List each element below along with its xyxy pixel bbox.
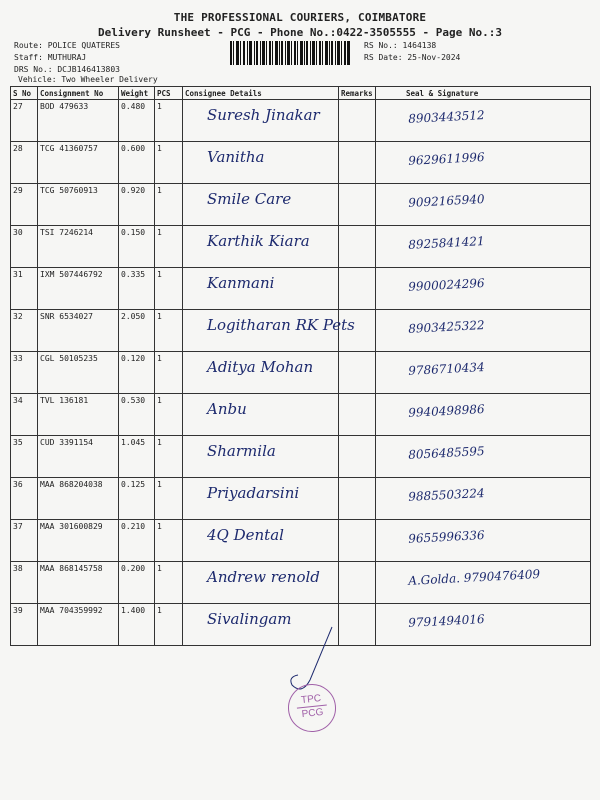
signature-handwriting: 9900024296 [407,275,485,294]
row-signature [376,184,591,226]
row-sno: 38 [11,562,38,604]
rs-number: RS No.: 1464138 [364,41,437,50]
row-remarks [339,478,376,520]
row-consignment: MAA 868145758 [38,562,119,604]
row-sno: 39 [11,604,38,646]
row-consignment: TVL 136181 [38,394,119,436]
row-weight: 0.200 [119,562,155,604]
row-signature [376,478,591,520]
row-pcs: 1 [155,268,183,310]
row-consignment: BOD 479633 [38,100,119,142]
row-sno: 31 [11,268,38,310]
stamp-bottom-text: PCG [301,706,324,721]
row-remarks [339,352,376,394]
signature-handwriting: 9885503224 [407,485,485,504]
row-sno: 32 [11,310,38,352]
staff-label: Staff: MUTHURAJ [14,53,87,62]
row-pcs: 1 [155,310,183,352]
consignee-handwriting: Aditya Mohan [207,358,314,376]
table-row [11,352,591,394]
consignee-handwriting: Suresh Jinakar [207,106,320,124]
col-pcs: PCS [155,87,183,100]
col-consignee: Consignee Details [183,87,339,100]
table-header-row [11,87,591,100]
table-row [11,436,591,478]
row-remarks [339,142,376,184]
row-weight: 0.920 [119,184,155,226]
runsheet-table [10,86,591,646]
row-pcs: 1 [155,226,183,268]
row-weight: 0.335 [119,268,155,310]
row-weight: 0.480 [119,100,155,142]
consignee-handwriting: Kanmani [207,274,275,292]
row-weight: 0.210 [119,520,155,562]
row-sno: 36 [11,478,38,520]
vehicle-label: Vehicle: Two Wheeler Delivery [18,75,158,84]
signature-handwriting: 9629611996 [407,149,485,168]
row-remarks [339,520,376,562]
col-weight: Weight [119,87,155,100]
row-pcs: 1 [155,604,183,646]
consignee-handwriting: 4Q Dental [207,526,284,544]
row-signature [376,352,591,394]
signature-handwriting: 8925841421 [407,233,485,252]
route-label: Route: POLICE QUATERES [14,41,120,50]
row-signature [376,436,591,478]
row-signature [376,520,591,562]
consignee-handwriting: Andrew renold [207,568,320,586]
rs-date: RS Date: 25-Nov-2024 [364,53,461,62]
row-consignee [183,142,339,184]
row-remarks [339,436,376,478]
company-title: THE PROFESSIONAL COURIERS, COIMBATORE [173,11,427,24]
row-consignee [183,562,339,604]
table-row [11,226,591,268]
drs-label: DRS No.: DCJB146413803 [14,65,120,74]
col-sno: S No [11,87,38,100]
row-signature [376,562,591,604]
row-weight: 0.150 [119,226,155,268]
row-consignment: IXM 507446792 [38,268,119,310]
row-weight: 1.400 [119,604,155,646]
row-pcs: 1 [155,184,183,226]
table-row [11,394,591,436]
row-signature [376,100,591,142]
row-remarks [339,394,376,436]
signature-handwriting: 8056485595 [407,443,485,462]
row-pcs: 1 [155,520,183,562]
row-pcs: 1 [155,478,183,520]
row-consignment: TCG 41360757 [38,142,119,184]
row-remarks [339,100,376,142]
row-sno: 33 [11,352,38,394]
row-signature [376,310,591,352]
row-consignment: TSI 7246214 [38,226,119,268]
barcode [230,41,350,65]
col-signature: Seal & Signature [376,87,591,100]
row-pcs: 1 [155,352,183,394]
row-remarks [339,604,376,646]
row-consignee [183,394,339,436]
signature-handwriting: 9791494016 [407,611,485,630]
row-consignment: MAA 301600829 [38,520,119,562]
row-weight: 0.120 [119,352,155,394]
table-row [11,268,591,310]
row-weight: 0.600 [119,142,155,184]
row-consignment: TCG 50760913 [38,184,119,226]
signature-handwriting: 9655996336 [407,527,485,546]
row-sno: 27 [11,100,38,142]
row-consignment: CGL 50105235 [38,352,119,394]
row-consignee [183,268,339,310]
row-pcs: 1 [155,142,183,184]
row-sno: 37 [11,520,38,562]
row-signature [376,394,591,436]
row-consignee [183,226,339,268]
table-row [11,184,591,226]
consignee-handwriting: Anbu [207,400,247,418]
signature-handwriting: 8903425322 [407,317,485,336]
table-row [11,520,591,562]
signature-handwriting: 8903443512 [407,107,485,126]
row-weight: 0.125 [119,478,155,520]
row-consignee [183,520,339,562]
table-row [11,100,591,142]
row-consignment: SNR 6534027 [38,310,119,352]
row-weight: 2.050 [119,310,155,352]
row-signature [376,142,591,184]
consignee-handwriting: Logitharan RK Pets [207,316,355,334]
row-remarks [339,226,376,268]
row-sno: 35 [11,436,38,478]
row-weight: 1.045 [119,436,155,478]
row-pcs: 1 [155,562,183,604]
row-pcs: 1 [155,436,183,478]
stamp-top-text: TPC [300,693,322,707]
row-consignee [183,100,339,142]
table-row [11,478,591,520]
row-signature [376,604,591,646]
table-row [11,142,591,184]
signature-handwriting: 9786710434 [407,359,485,378]
signature-handwriting: 9940498986 [407,401,485,420]
consignee-handwriting: Vanitha [207,148,265,166]
row-consignee [183,184,339,226]
row-remarks [339,268,376,310]
row-consignee [183,436,339,478]
row-consignment: MAA 704359992 [38,604,119,646]
runsheet-subtitle: Delivery Runsheet - PCG - Phone No.:0422-3505555 - Page No.:3 [98,26,502,39]
row-pcs: 1 [155,394,183,436]
row-signature [376,226,591,268]
col-consignment: Consignment No [38,87,119,100]
row-consignment: MAA 868204038 [38,478,119,520]
row-sno: 28 [11,142,38,184]
table-row [11,310,591,352]
consignee-handwriting: Priyadarsini [207,484,300,502]
col-remarks: Remarks [339,87,376,100]
consignee-handwriting: Sharmila [207,442,276,460]
row-consignee [183,478,339,520]
row-pcs: 1 [155,100,183,142]
row-sno: 34 [11,394,38,436]
signature-handwriting: A.Golda. 9790476409 [407,567,541,588]
row-consignee [183,310,355,352]
row-weight: 0.530 [119,394,155,436]
signature-handwriting: 9092165940 [407,191,485,210]
row-sno: 30 [11,226,38,268]
consignee-handwriting: Sivalingam [207,610,292,628]
table-body [11,100,591,646]
table-row [11,562,591,604]
row-remarks [339,184,376,226]
row-consignee [183,352,339,394]
row-consignment: CUD 3391154 [38,436,119,478]
consignee-handwriting: Karthik Kiara [207,232,310,250]
row-remarks [339,562,376,604]
consignee-handwriting: Smile Care [207,190,292,208]
row-sno: 29 [11,184,38,226]
row-signature [376,268,591,310]
